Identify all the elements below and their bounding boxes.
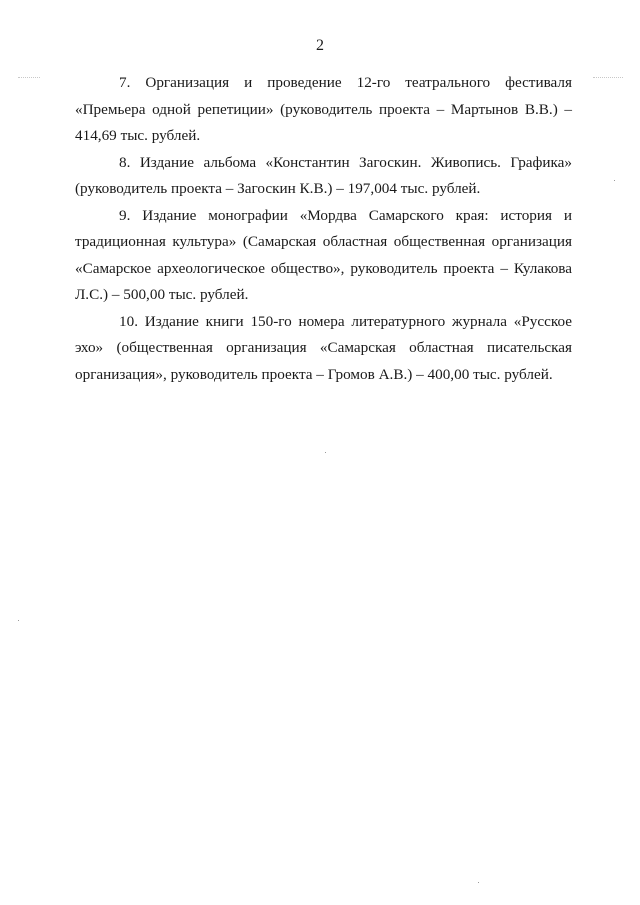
document-body [75,70,572,388]
scan-artifact-left [18,77,40,78]
list-item-10: 10. Издание книги 150-го номера литературного журнала «Русское эхо» (общественная организация «Самарская областная писательская организация», руководитель проекта – Громов А.В.) – 400,00 тыс. рублей. [75,312,572,383]
scan-speck [18,620,19,621]
list-item-8: 8. Издание альбома «Константин Загоскин. Живопись. Графика» (руководитель проекта – Загоскин К.В.) – 197,004 тыс. рублей. [75,153,572,197]
scan-speck [478,882,479,883]
list-item-9: 9. Издание монографии «Мордва Самарского края: история и традиционная культура» (Самарская областная общественная организация «Самарское археологическое общество», руководитель проекта – Кулакова Л.С.) – 500,00 тыс. рублей. [75,206,572,303]
list-item-7: 7. Организация и проведение 12-го театрального фестиваля «Премьера одной репетиции» (руководитель проекта – Мартынов В.В.) – 414,69 тыс. рублей. [75,74,572,144]
scan-speck [614,180,615,181]
scan-artifact-right [593,77,623,78]
page-number: 2 [316,37,324,54]
scan-speck [325,452,326,453]
